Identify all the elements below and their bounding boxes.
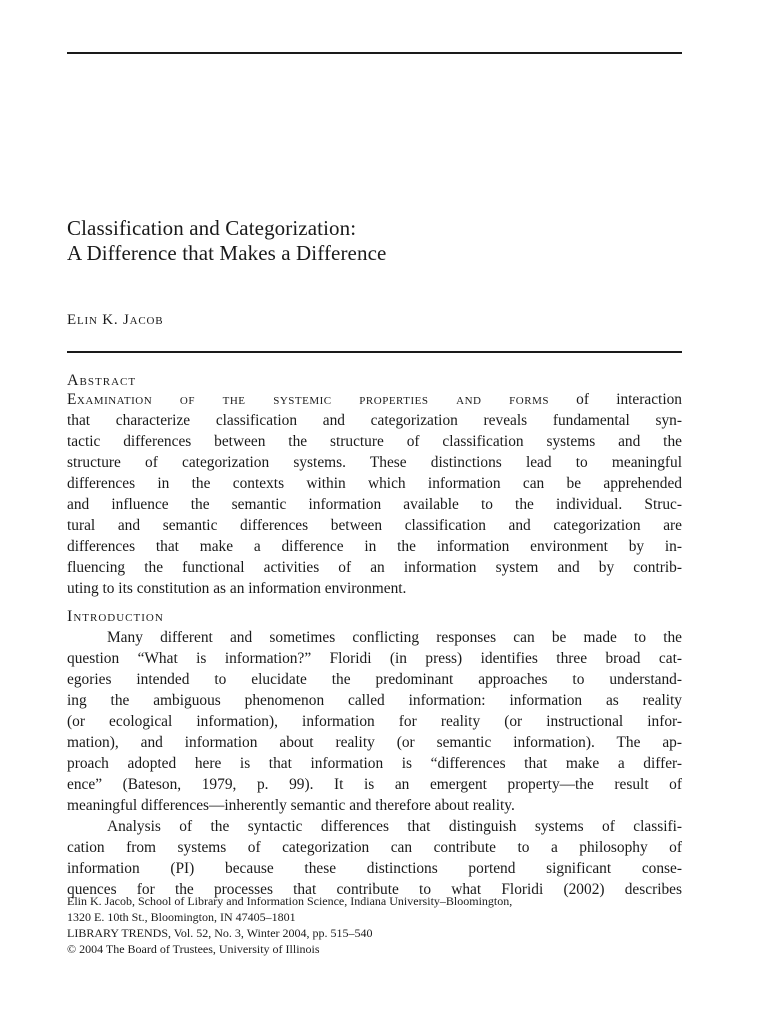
author-rule <box>67 351 682 353</box>
intro-line-6: proach adopted here is that information is “differences that make a differ- <box>67 755 682 772</box>
intro-line-7: ence” (Bateson, 1979, p. 99). It is an emergent property—the result of <box>67 776 682 793</box>
footnote-line-0: Elin K. Jacob, School of Library and Information Science, Indiana University–Bloomington, <box>67 894 513 908</box>
introduction-heading: Introduction <box>67 608 164 625</box>
article-title <box>67 216 386 266</box>
introduction-body <box>67 627 682 900</box>
intro-line-10: cation from systems of categorization can contribute to a philosophy of <box>67 839 682 856</box>
author-name: Elin K. Jacob <box>67 312 164 328</box>
abstract-line-3: structure of categorization systems. These distinctions lead to meaningful <box>67 454 682 471</box>
footnote-line-2: LIBRARY TRENDS, Vol. 52, No. 3, Winter 2004, pp. 515–540 <box>67 926 373 940</box>
intro-line-12: quences for the processes that contribute to what Floridi (2002) describes <box>67 881 682 898</box>
intro-line-3: ing the ambiguous phenomenon called information: information as reality <box>67 692 682 709</box>
title-line-2: A Difference that Makes a Difference <box>67 241 387 265</box>
abstract-line-7: differences that make a difference in the information environment by in- <box>67 538 682 555</box>
abstract-line-2: tactic differences between the structure of classification systems and the <box>67 433 682 450</box>
abstract-lead: Examination of the systemic properties and forms <box>67 391 549 408</box>
abstract-body <box>67 389 682 599</box>
abstract-line-9: uting to its constitution as an information environment. <box>67 580 407 597</box>
intro-line-4: (or ecological information), information for reality (or instructional infor- <box>67 713 682 730</box>
footnote <box>67 893 682 957</box>
abstract-line-5: and influence the semantic information available to the individual. Struc- <box>67 496 682 513</box>
abstract-line-0: of interaction <box>548 391 682 408</box>
intro-line-9: Analysis of the syntactic differences that distinguish systems of classifi- <box>107 818 682 835</box>
intro-line-2: egories intended to elucidate the predominant approaches to understand- <box>67 671 682 688</box>
abstract-line-4: differences in the contexts within which information can be apprehended <box>67 475 682 492</box>
abstract-heading: Abstract <box>67 372 137 389</box>
intro-line-11: information (PI) because these distinctions portend significant conse- <box>67 860 682 877</box>
intro-line-8: meaningful differences—inherently semantic and therefore about reality. <box>67 797 515 814</box>
footnote-line-1: 1320 E. 10th St., Bloomington, IN 47405–1801 <box>67 910 296 924</box>
intro-line-1: question “What is information?” Floridi (in press) identifies three broad cat- <box>67 650 682 667</box>
intro-line-0: Many different and sometimes conflicting responses can be made to the <box>107 629 682 646</box>
intro-line-5: mation), and information about reality (or semantic information). The ap- <box>67 734 682 751</box>
footnote-line-3: © 2004 The Board of Trustees, University of Illinois <box>67 942 320 956</box>
abstract-line-6: tural and semantic differences between classification and categorization are <box>67 517 682 534</box>
abstract-line-1: that characterize classification and categorization reveals fundamental syn- <box>67 412 682 429</box>
abstract-line <box>67 389 682 410</box>
abstract-line-8: fluencing the functional activities of an information system and by contrib- <box>67 559 682 576</box>
title-line-1: Classification and Categorization: <box>67 216 357 240</box>
top-rule <box>67 52 682 54</box>
